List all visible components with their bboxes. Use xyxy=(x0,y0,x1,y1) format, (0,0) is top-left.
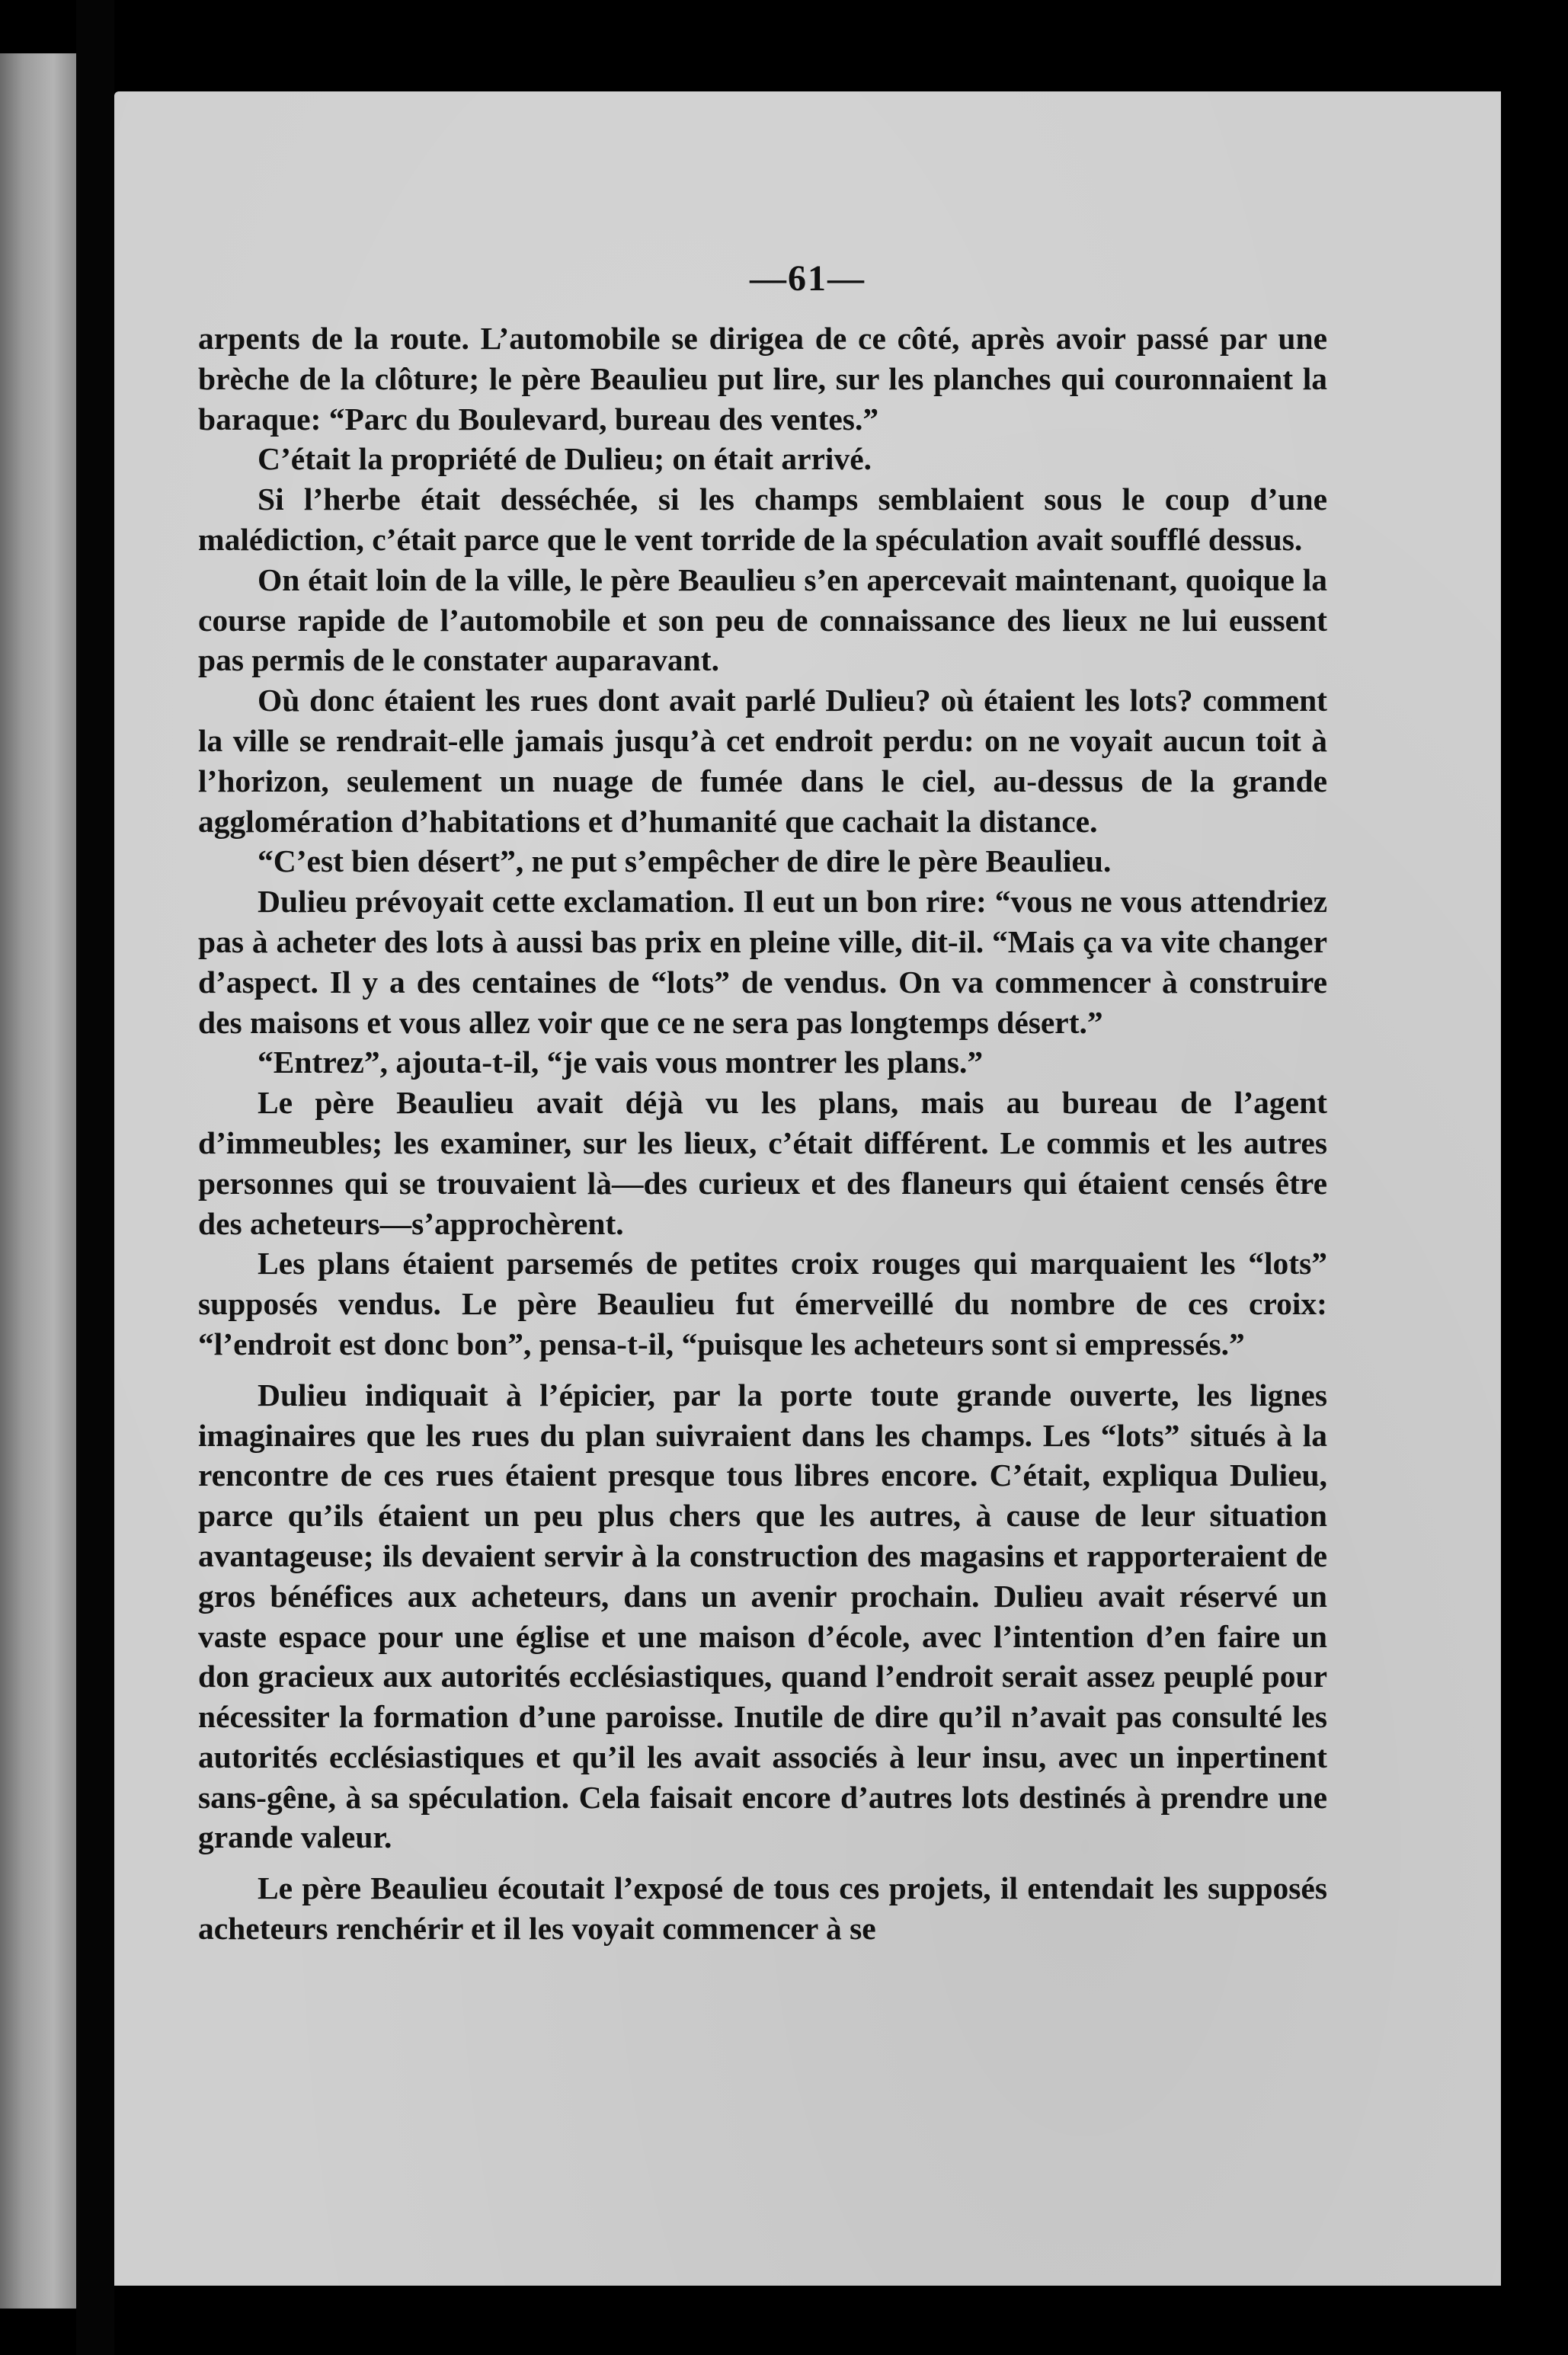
paragraph: C’était la propriété de Dulieu; on était arrivé. xyxy=(258,441,872,477)
book-spine-shadow xyxy=(76,0,114,2355)
paragraph: Le père Beaulieu avait déjà vu les plans, mais au bureau de l’agent d’immeubles; les examiner, sur les lieux, c’était différent. Le commis et les autres personnes qui se trouvaient là—des curieux et des flaneurs qui étaient censés être des acheteurs—s’approchèrent. xyxy=(198,1085,1327,1241)
book-page xyxy=(114,91,1501,2286)
paragraph: “C’est bien désert”, ne put s’empêcher de dire le père Beaulieu. xyxy=(258,843,1112,879)
paragraph: arpents de la route. L’automobile se dirigea de ce côté, après avoir passé par une brèche de la clôture; le père Beaulieu put lire, sur les planches qui couronnaient la baraque: “Parc du Boulevard, bureau des ventes.” xyxy=(198,321,1327,437)
paragraph: On était loin de la ville, le père Beaulieu s’en apercevait maintenant, quoique la course rapide de l’automobile et son peu de connaissance des lieux ne lui eussent pas permis de le constater auparavant. xyxy=(198,562,1327,678)
page-number: —61— xyxy=(750,258,866,299)
paragraph: “Entrez”, ajouta-t-il, “je vais vous montrer les plans.” xyxy=(258,1045,984,1080)
page-body-text xyxy=(198,318,1327,1949)
paragraph: Les plans étaient parsemés de petites croix rouges qui marquaient les “lots” supposés vendus. Le père Beaulieu fut émerveillé du nombre de ces croix: “l’endroit est donc bon”, pensa-t-il, “puisque les acheteurs sont si empressés.” xyxy=(198,1246,1327,1361)
paragraph: Où donc étaient les rues dont avait parlé Dulieu? où étaient les lots? comment la ville se rendrait-elle jamais jusqu’à cet endroit perdu: on ne voyait aucun toit à l’horizon, seulement un nuage de fumée dans le ciel, au-dessus de la grande agglomération d’habitations et d’humanité que cachait la distance. xyxy=(198,683,1327,839)
paragraph: Dulieu prévoyait cette exclamation. Il eut un bon rire: “vous ne vous attendriez pas à acheter des lots à aussi bas prix en pleine ville, dit-il. “Mais ça va vite changer d’aspect. Il y a des centaines de “lots” de vendus. On va commencer à construire des maisons et vous allez voir que ce ne sera pas longtemps désert.” xyxy=(198,884,1327,1040)
paragraph: Le père Beaulieu écoutait l’exposé de tous ces projets, il entendait les supposés acheteurs renchérir et il les voyait commencer à se xyxy=(198,1870,1327,1947)
paragraph: Dulieu indiquait à l’épicier, par la porte toute grande ouverte, les lignes imaginaires que les rues du plan suivraient dans les champs. Les “lots” situés à la rencontre de ces rues étaient presque tous libres encore. C’était, expliqua Dulieu, parce qu’ils étaient un peu plus chers que les autres, à cause de leur situation avantageuse; ils devaient servir à la construction des magasins et rapporteraient de gros bénéfices aux acheteurs, dans un avenir prochain. Dulieu avait réservé un vaste espace pour une église et une maison d’école, avec l’intention d’en faire un don gracieux aux autorités ecclésiastiques, quand l’endroit serait assez peuplé pour nécessiter la formation d’une paroisse. Inutile de dire qu’il n’avait pas consulté les autorités ecclésiastiques et qu’il les avait associés à leur insu, avec un inpertinent sans-gêne, à sa spéculation. Cela faisait encore d’autres lots destinés à prendre une grande valeur. xyxy=(198,1377,1327,1855)
paragraph: Si l’herbe était desséchée, si les champs semblaient sous le coup d’une malédiction, c’était parce que le vent torride de la spéculation avait soufflé dessus. xyxy=(198,482,1327,557)
adjacent-page-edge xyxy=(0,53,76,2309)
